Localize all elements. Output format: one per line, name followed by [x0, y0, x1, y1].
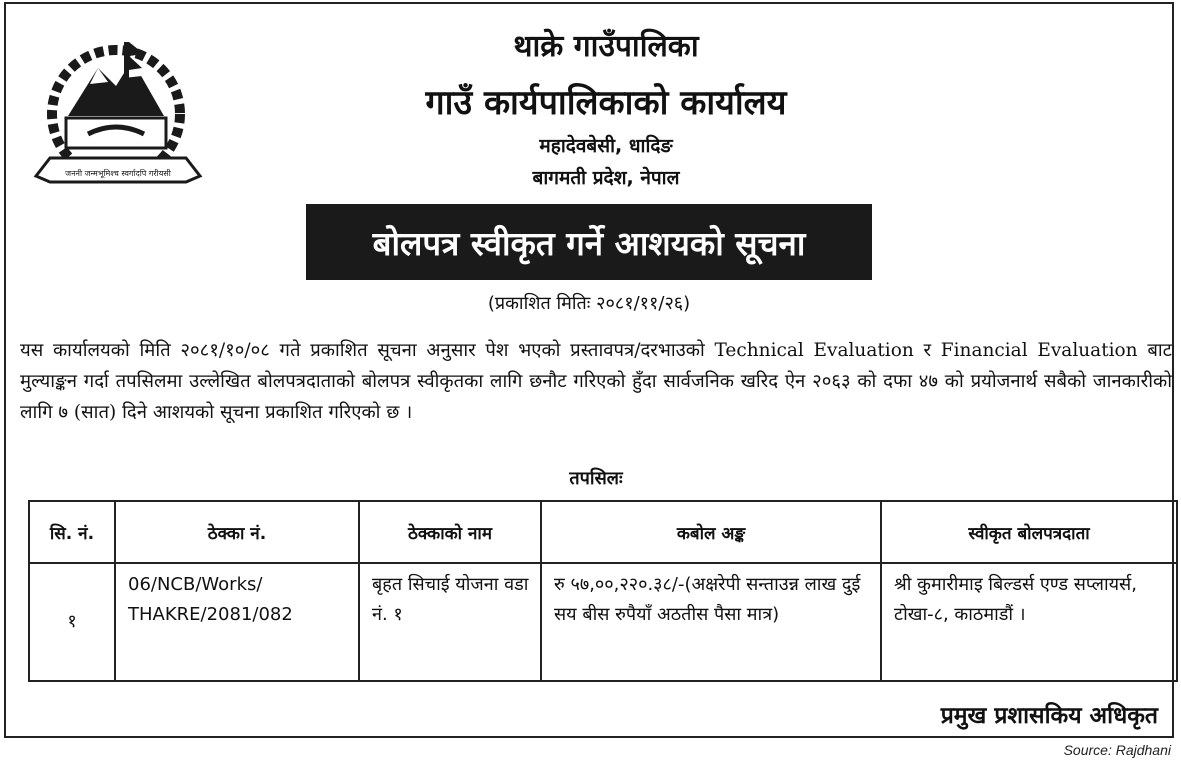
signatory-title: प्रमुख प्रशासकिय अधिकृत	[940, 703, 1158, 729]
office-location: महादेवबेसी, धादिङ	[539, 135, 673, 157]
province-country: बागमती प्रदेश, नेपाल	[532, 167, 680, 189]
notice-paragraph: यस कार्यालयको मिति २०८१/१०/०८ गते प्रकाशित सूचना अनुसार पेश भएको प्रस्तावपत्र/दरभाउको Technical Evaluation र Financial Evaluation बाट मुल्याङ्कन गर्दा तपसिलमा उल्लेखित बोलपत्रदाताको बोलपत्र स्वीकृतका लागि छनौट गरिएको हुँदा सार्वजनिक खरिद ऐन २०६३ को दफा ४७ को प्रयोजनार्थ सबैको जानकारीको लागि ७ (सात) दिने आशयको सूचना प्रकाशित गरिएको छ ।	[20, 340, 1172, 423]
col-header-contract-name: ठेक्काको नाम	[359, 501, 541, 563]
table-row	[29, 563, 1177, 681]
notice-title-banner: बोलपत्र स्वीकृत गर्ने आशयको सूचना	[306, 204, 872, 280]
col-header-contract-no: ठेक्का नं.	[115, 501, 359, 563]
cell-contract-no: 06/NCB/Works/ THAKRE/2081/082	[115, 563, 359, 681]
cell-bid-amount: रु ५७,००,२२०.३८/-(अक्षरेपी सन्ताउन्न लाख दुई सय बीस रुपैयाँ अठतीस पैसा मात्र)	[541, 563, 881, 681]
col-header-bidder: स्वीकृत बोलपत्रदाता	[881, 501, 1177, 563]
source-credit: Source: Rajdhani	[1063, 742, 1171, 758]
table-header-row	[29, 501, 1177, 563]
cell-bidder: श्री कुमारीमाइ बिल्डर्स एण्ड सप्लायर्स, टोखा-८, काठमाडौं ।	[881, 563, 1177, 681]
municipality-name: थाक्रे गाउँपालिका	[513, 29, 699, 64]
cell-sn: १	[29, 563, 115, 681]
details-label: तपसिलः	[569, 468, 623, 489]
emblem-motto: जननी जन्मभूमिश्च स्वर्गादपि गरीयसी	[65, 169, 171, 178]
notice-frame	[4, 2, 1174, 738]
nepal-emblem-icon	[28, 26, 208, 194]
col-header-bid-amount: कबोल अङ्क	[541, 501, 881, 563]
cell-contract-name: बृहत सिचाई योजना वडा नं. १	[359, 563, 541, 681]
col-header-sn: सि. नं.	[29, 501, 115, 563]
publish-date: (प्रकाशित मितिः २०८१/११/२६)	[487, 293, 691, 314]
bid-table	[28, 500, 1178, 682]
office-name: गाउँ कार्यपालिकाको कार्यालय	[425, 83, 787, 123]
